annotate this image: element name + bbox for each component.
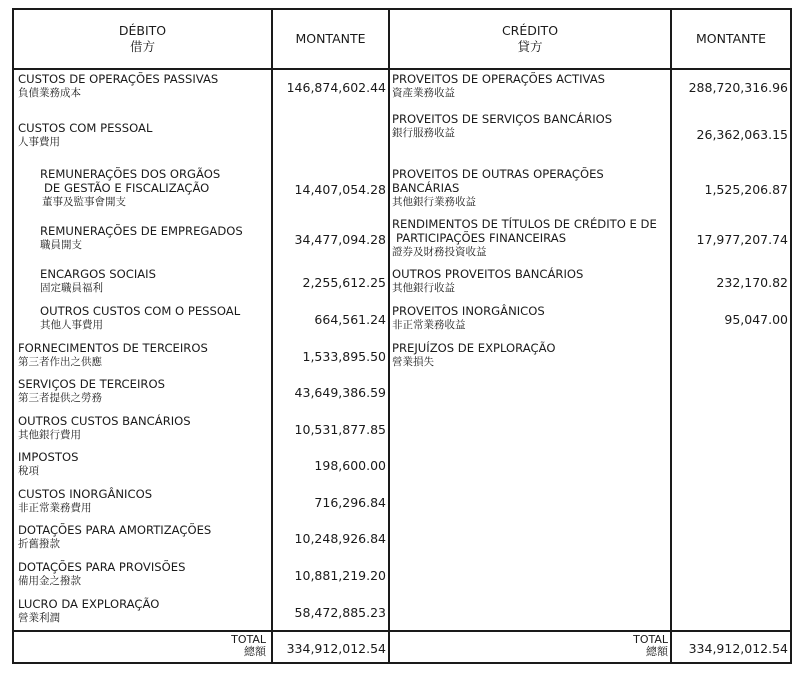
debit-item-label-zh: 職員開支 <box>40 239 82 251</box>
credit-item-label-zh: 資產業務收益 <box>392 87 455 99</box>
debit-item-label: FORNECIMENTOS DE TERCEIROS <box>18 341 208 355</box>
credit-item-label: PREJUÍZOS DE EXPLORAÇÃO <box>392 341 556 355</box>
debit-item-label-zh: 董事及監事會開支 <box>42 196 126 208</box>
amount-header-right-label: MONTANTE <box>695 31 767 46</box>
debit-item-label-zh: 其他人事費用 <box>40 319 103 331</box>
credit-amount: 288,720,316.96 <box>688 80 788 95</box>
debit-item-label-zh: 非正常業務費用 <box>18 502 92 514</box>
debit-item-label: LUCRO DA EXPLORAÇÃO <box>18 597 160 611</box>
column-divider <box>271 10 273 662</box>
debit-amount: 664,561.24 <box>314 312 386 327</box>
debit-item-label-zh: 營業利潤 <box>18 612 60 624</box>
credit-item-label-zh: 證券及財務投資收益 <box>392 246 487 258</box>
credit-amount: 26,362,063.15 <box>696 127 788 142</box>
debit-item-label: CUSTOS INORGÂNICOS <box>18 487 153 501</box>
debit-item-label: DOTAÇÕES PARA PROVISÕES <box>18 560 186 574</box>
debit-amount: 43,649,386.59 <box>294 385 386 400</box>
debit-item <box>40 304 240 332</box>
debit-item-label: DOTAÇÕES PARA AMORTIZAÇÕES <box>18 523 212 537</box>
debit-header-zh: 借方 <box>129 39 155 54</box>
debit-item-label-cont: DE GESTÃO E FISCALIZAÇÃO <box>44 181 210 195</box>
credit-total-label <box>633 634 668 658</box>
credit-item-label: PROVEITOS DE OPERAÇÕES ACTIVAS <box>392 72 605 86</box>
total-label-zh: 總額 <box>646 645 668 658</box>
credit-item <box>392 341 555 369</box>
debit-item-label-zh: 第三者提供之勞務 <box>18 392 102 404</box>
credit-item <box>392 167 604 209</box>
debit-header <box>14 10 271 68</box>
amount-header-left <box>273 10 388 68</box>
debit-item <box>40 167 220 209</box>
debit-amount: 716,296.84 <box>314 495 386 510</box>
debit-item-label-zh: 其他銀行費用 <box>18 429 81 441</box>
debit-amount: 10,531,877.85 <box>294 422 386 437</box>
debit-total-amount: 334,912,012.54 <box>286 641 386 656</box>
credit-item-label: RENDIMENTOS DE TÍTULOS DE CRÉDITO E DE <box>392 217 657 231</box>
credit-item-label-zh: 非正常業務收益 <box>392 319 466 331</box>
credit-item <box>392 72 605 100</box>
column-divider <box>388 10 390 662</box>
debit-amount: 10,248,926.84 <box>294 531 386 546</box>
debit-item-label-zh: 第三者作出之供應 <box>18 356 102 368</box>
credit-header-zh: 貸方 <box>517 39 543 54</box>
credit-item-label-cont: PARTICIPAÇÕES FINANCEIRAS <box>396 231 567 245</box>
debit-item <box>18 72 218 100</box>
profit-loss-table <box>12 8 792 664</box>
credit-amount: 1,525,206.87 <box>704 182 788 197</box>
debit-item-label-zh: 固定職員福利 <box>40 282 103 294</box>
total-label-pt: TOTAL <box>633 633 668 646</box>
credit-item-label: PROVEITOS DE SERVIÇOS BANCÁRIOS <box>392 112 613 126</box>
credit-item-label-zh: 銀行服務收益 <box>392 127 455 139</box>
credit-item <box>392 267 583 295</box>
debit-item <box>18 450 78 478</box>
credit-item-label: OUTROS PROVEITOS BANCÁRIOS <box>392 267 584 281</box>
credit-item <box>392 304 545 332</box>
credit-amount: 95,047.00 <box>724 312 788 327</box>
debit-item-label-zh: 負債業務成本 <box>18 87 81 99</box>
debit-amount: 146,874,602.44 <box>286 80 386 95</box>
debit-total-label <box>231 634 266 658</box>
credit-amount: 232,170.82 <box>716 275 788 290</box>
debit-item-label-zh: 稅項 <box>18 465 39 477</box>
credit-header <box>390 10 670 68</box>
column-divider <box>670 10 672 662</box>
credit-amount: 17,977,207.74 <box>696 232 788 247</box>
credit-item <box>392 217 657 259</box>
credit-item-label-cont: BANCÁRIAS <box>392 181 460 195</box>
debit-amount: 198,600.00 <box>314 458 386 473</box>
debit-item-label: REMUNERAÇÕES DOS ORGÃOS <box>40 167 221 181</box>
debit-item <box>40 267 156 295</box>
debit-item-label: OUTROS CUSTOS COM O PESSOAL <box>40 304 241 318</box>
total-divider <box>14 630 790 632</box>
debit-item-label-zh: 折舊撥款 <box>18 538 60 550</box>
total-label-pt: TOTAL <box>231 633 266 646</box>
debit-item-label-zh: 備用金之撥款 <box>18 575 81 587</box>
credit-item-label-zh: 營業損失 <box>392 356 434 368</box>
debit-item-label-zh: 人事費用 <box>18 136 60 148</box>
debit-header-pt: DÉBITO <box>118 23 167 38</box>
debit-amount: 14,407,054.28 <box>294 182 386 197</box>
debit-amount: 10,881,219.20 <box>294 568 386 583</box>
debit-item-label: CUSTOS DE OPERAÇÕES PASSIVAS <box>18 72 219 86</box>
debit-amount: 58,472,885.23 <box>294 605 386 620</box>
amount-header-right <box>672 10 790 68</box>
credit-item-label-zh: 其他銀行收益 <box>392 282 455 294</box>
debit-amount: 2,255,612.25 <box>302 275 386 290</box>
debit-item <box>40 224 243 252</box>
debit-item <box>18 121 152 149</box>
debit-item-label: SERVIÇOS DE TERCEIROS <box>18 377 165 391</box>
credit-item-label: PROVEITOS INORGÂNICOS <box>392 304 545 318</box>
debit-item <box>18 487 152 515</box>
credit-total-amount: 334,912,012.54 <box>688 641 788 656</box>
credit-item-label-zh: 其他銀行業務收益 <box>392 196 476 208</box>
debit-item <box>18 560 185 588</box>
debit-amount: 34,477,094.28 <box>294 232 386 247</box>
credit-item <box>392 112 612 140</box>
debit-item-label: ENCARGOS SOCIAIS <box>40 267 156 281</box>
credit-item-label: PROVEITOS DE OUTRAS OPERAÇÕES <box>392 167 604 181</box>
amount-header-left-label: MONTANTE <box>295 31 366 46</box>
debit-item <box>18 341 208 369</box>
debit-item <box>18 523 211 551</box>
header-divider <box>14 68 790 70</box>
debit-item <box>18 414 191 442</box>
debit-item-label: REMUNERAÇÕES DE EMPREGADOS <box>40 224 243 238</box>
debit-amount: 1,533,895.50 <box>302 349 386 364</box>
debit-item-label: CUSTOS COM PESSOAL <box>18 121 153 135</box>
debit-item <box>18 597 159 625</box>
debit-item <box>18 377 165 405</box>
total-label-zh: 總額 <box>244 645 266 658</box>
debit-item-label: IMPOSTOS <box>18 450 79 464</box>
debit-item-label: OUTROS CUSTOS BANCÁRIOS <box>18 414 191 428</box>
credit-header-pt: CRÉDITO <box>501 23 559 38</box>
